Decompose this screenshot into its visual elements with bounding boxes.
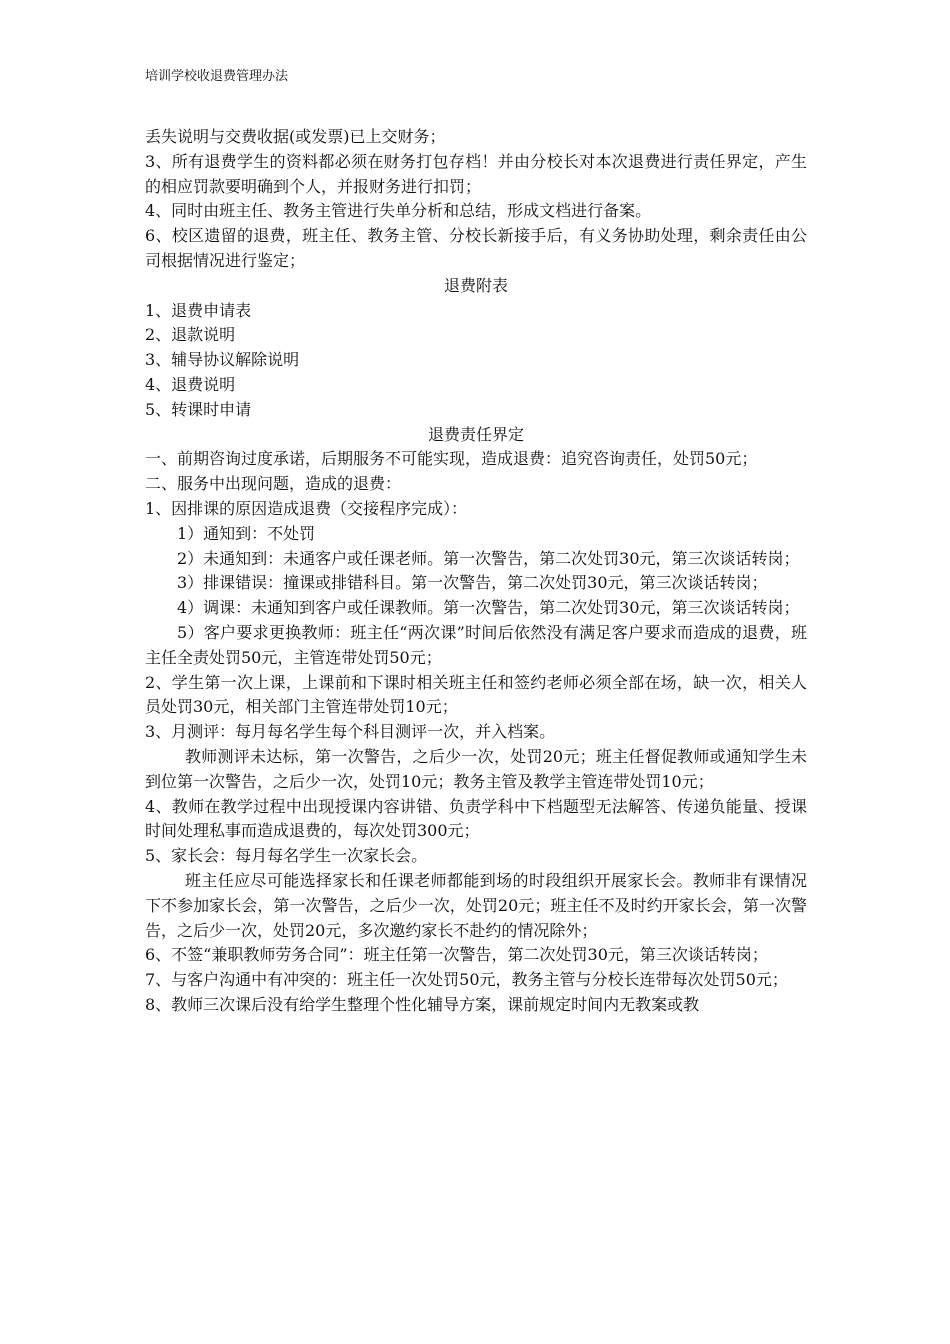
list-item: 4、退费说明 [145,374,236,394]
paragraph: 7、与客户沟通中有冲突的：班主任一次处罚50元，教务主管与分校长连带每次处罚50元； [145,970,788,990]
sub-item: 3）排课错误：撞课或排错科目。第一次警告，第二次处罚30元，第三次谈话转岗； [177,573,768,593]
paragraph: 一、前期咨询过度承诺，后期服务不可能实现，造成退费：追究咨询责任，处罚50元； [145,449,758,469]
paragraph: 5、家长会：每月每名学生一次家长会。 [145,846,428,866]
list-item: 5、转课时申请 [145,399,252,419]
sub-item: 4）调课：未通知到客户或任课教师。第一次警告，第二次处罚30元，第三次谈话转岗； [177,598,800,618]
paragraph: 6、校区遗留的退费，班主任、教务主管、分校长新接手后，有义务协助处理，剩余责任由公司根据情况进行鉴定； [145,226,807,270]
paragraph: 3、月测评：每月每名学生每个科目测评一次，并入档案。 [145,722,556,742]
sub-item: 5）客户要求更换教师：班主任“两次课”时间后依然没有满足客户要求而造成的退费，班主任全责处罚50元，主管连带处罚50元； [145,622,807,667]
list-item: 1、退费申请表 [145,300,252,320]
paragraph: 班主任应尽可能选择家长和任课老师都能到场的时段组织开展家长会。教师非有课情况下不参加家长会，第一次警告，之后少一次，处罚20元；班主任不及时约开家长会，第一次警告，之后少一次，处罚20元，多次邀约家长不赴约的情况除外； [145,870,807,940]
paragraph: 1、因排课的原因造成退费（交接程序完成）： [145,498,468,518]
document-body [145,125,807,1018]
paragraph: 4、教师在教学过程中出现授课内容讲错、负责学科中下档题型无法解答、传递负能量、授课时间处理私事而造成退费的，每次处罚300元； [145,796,807,841]
page-header: 培训学校收退费管理办法 [145,69,289,84]
section-title-appendix: 退费附表 [443,275,508,295]
paragraph: 4、同时由班主任、教务主管进行失单分析和总结，形成文档进行备案。 [145,201,652,221]
list-item: 3、辅导协议解除说明 [145,350,300,370]
paragraph: 丢失说明与交费收据(或发票)已上交财务； [145,127,446,146]
paragraph: 教师测评未达标，第一次警告，之后少一次，处罚20元；班主任督促教师或通知学生未到位第一次警告，之后少一次，处罚10元；教务主管及教学主管连带处罚10元； [145,746,807,791]
paragraph: 6、不签“兼职教师劳务合同”：班主任第一次警告，第二次处罚30元，第三次谈话转岗； [145,945,768,965]
paragraph: 二、服务中出现问题，造成的退费： [145,474,402,494]
section-title-responsibility: 退费责任界定 [427,424,524,444]
paragraph: 3、所有退费学生的资料都必须在财务打包存档！并由分校长对本次退费进行责任界定，产生的相应罚款要明确到个人，并报财务进行扣罚； [145,151,807,196]
paragraph: 2、学生第一次上课，上课前和下课时相关班主任和签约老师必须全部在场，缺一次，相关人员处罚30元，相关部门主管连带处罚10元； [145,672,807,717]
sub-item: 2）未通知到：未通客户或任课老师。第一次警告，第二次处罚30元，第三次谈话转岗； [177,548,800,568]
sub-item: 1）通知到：不处罚 [177,523,316,543]
paragraph: 8、教师三次课后没有给学生整理个性化辅导方案，课前规定时间内无教案或教 [145,994,700,1014]
list-item: 2、退款说明 [145,325,236,345]
